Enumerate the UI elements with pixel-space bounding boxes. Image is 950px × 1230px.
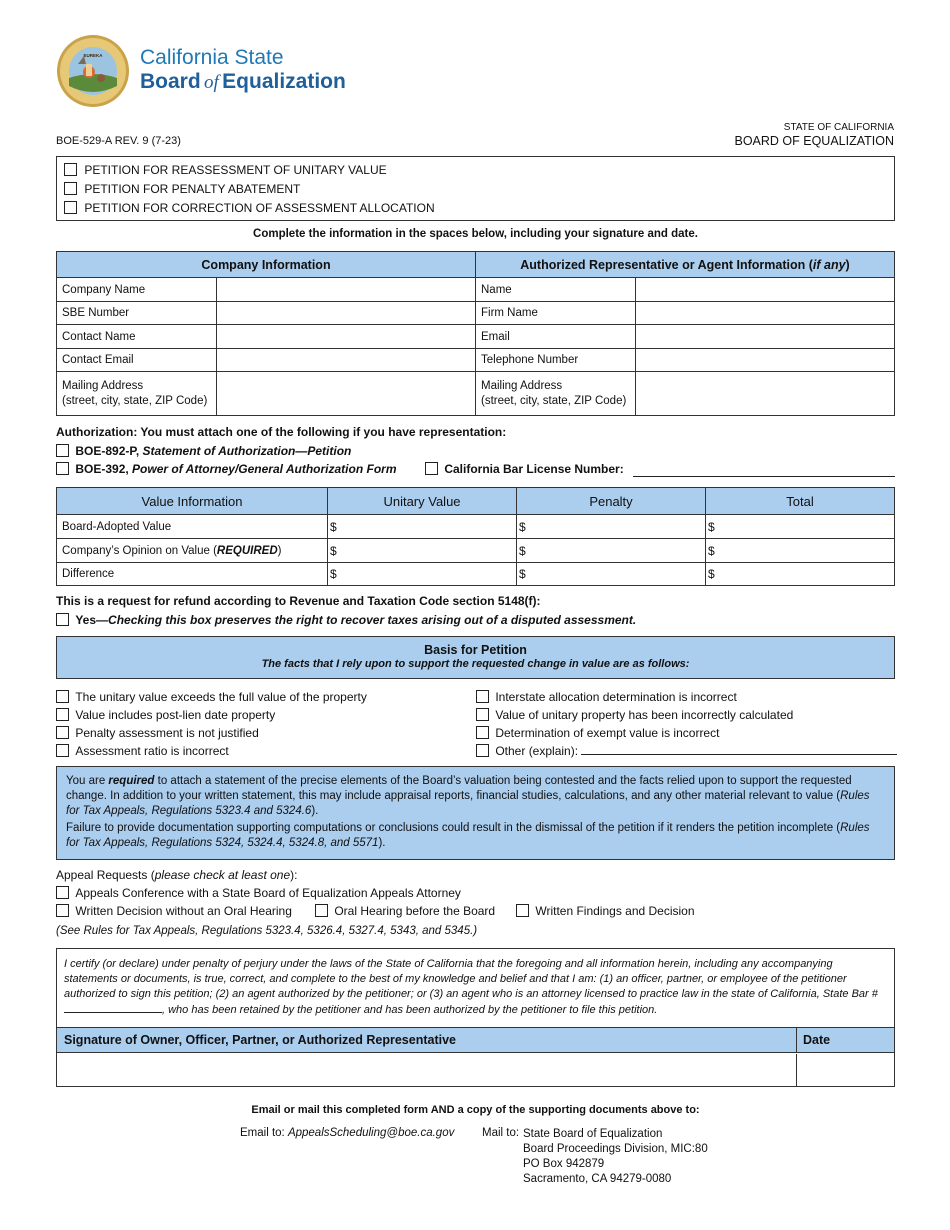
field-label: SBE Number (57, 302, 217, 325)
auth-option-392[interactable]: BOE-392, Power of Attorney/General Authorization Form (56, 462, 397, 476)
email-to: Email to: AppealsScheduling@boe.ca.gov (240, 1127, 455, 1139)
basis-option[interactable]: Value includes post-lien date property (56, 706, 367, 724)
petition-type-1[interactable]: PETITION FOR REASSESSMENT OF UNITARY VALUE (64, 163, 387, 177)
petition-type-2[interactable]: PETITION FOR PENALTY ABATEMENT (64, 182, 300, 196)
refund-yes-option[interactable]: Yes—Checking this box preserves the right to recover taxes arising out of a disputed assessment. (56, 613, 636, 627)
appeal-note: (See Rules for Tax Appeals, Regulations 5323.4, 5326.4, 5327.4, 5343, and 5345.) (56, 925, 478, 937)
footer-heading: Email or mail this completed form AND a copy of the supporting documents above to: (251, 1104, 700, 1116)
checkbox[interactable] (56, 726, 69, 739)
value-cell[interactable]: $ (706, 539, 895, 563)
checkbox[interactable] (476, 690, 489, 703)
value-cell[interactable]: $ (328, 539, 517, 563)
mail-line: Board Proceedings Division, MIC:80 (523, 1143, 708, 1155)
checkbox[interactable] (64, 163, 77, 176)
basis-option[interactable]: Assessment ratio is incorrect (56, 742, 367, 760)
field-label: Telephone Number (476, 349, 636, 372)
basis-right-options (476, 688, 897, 760)
value-cell[interactable]: $ (517, 563, 706, 586)
contact-email-input[interactable] (217, 349, 476, 372)
notice-paragraph-1: You are required to attach a statement of the precise elements of the Board’s valuation being contested and the facts relied upon to support the requested change. In addition to your written statement, this may include appraisal reports, financial studies, calculations, and any other material relevant to value (Rules for Tax Appeals, Regulations 5323.4 and 5324.6). (66, 775, 870, 817)
signature-header (57, 1027, 894, 1053)
certification-text: I certify (or declare) under penalty of perjury under the laws of the State of California that the foregoing and all information herein, including any accompanying statements or documents, is true, correct, and complete to the best of my knowledge and belief and that I am: (1) an officer, partner, or employee of the petitioner authorized to sign this petition; (2) an agent authorized by the petitioner; or (3) an agent who is an attorney licensed to practice law in the state of California, State Bar # , who has been retained by the petitioner and has been authorized by the petitioner to file this petition. (64, 958, 878, 1016)
checkbox[interactable] (56, 444, 69, 457)
appeal-option-oral-hearing[interactable]: Oral Hearing before the Board (315, 904, 495, 918)
basis-option[interactable]: Determination of exempt value is incorrect (476, 724, 897, 742)
agent-name-input[interactable] (636, 278, 895, 302)
agency-line1: California State (140, 46, 284, 69)
mail-line: State Board of Equalization (523, 1128, 663, 1140)
signature-label: Signature of Owner, Officer, Partner, or Authorized Representative (64, 1033, 456, 1047)
agency-line2: Board of Equalization (140, 70, 346, 93)
agency-name (140, 46, 346, 96)
email-address[interactable]: AppealsScheduling@boe.ca.gov (287, 1127, 455, 1139)
auth-option-892[interactable]: BOE-892-P, Statement of Authorization—Petition (56, 444, 351, 458)
basis-left-options (56, 688, 367, 760)
checkbox[interactable] (476, 744, 489, 757)
auth-option-bar[interactable]: California Bar License Number: (425, 462, 624, 476)
form-id: BOE-529-A REV. 9 (7-23) (56, 135, 181, 147)
value-cell[interactable]: $ (517, 515, 706, 539)
row-label: Company’s Opinion on Value (REQUIRED) (57, 539, 328, 563)
checkbox[interactable] (56, 708, 69, 721)
board-label: BOARD OF EQUALIZATION (734, 134, 894, 148)
checkbox[interactable] (56, 690, 69, 703)
agent-address-input[interactable] (636, 372, 895, 416)
value-cell[interactable]: $ (706, 563, 895, 586)
checkbox[interactable] (425, 462, 438, 475)
appeal-option-conference[interactable]: Appeals Conference with a State Board of Equalization Appeals Attorney (56, 886, 461, 900)
field-label: Email (476, 325, 636, 349)
field-label: Firm Name (476, 302, 636, 325)
documentation-notice (56, 766, 895, 860)
firm-name-input[interactable] (636, 302, 895, 325)
agent-email-input[interactable] (636, 325, 895, 349)
row-label: Difference (57, 563, 328, 586)
checkbox[interactable] (56, 613, 69, 626)
state-seal (56, 34, 130, 108)
field-label: Company Name (57, 278, 217, 302)
appeal-option-written-decision[interactable]: Written Decision without an Oral Hearing (56, 904, 292, 918)
instructions: Complete the information in the spaces below, including your signature and date. (253, 228, 698, 240)
field-label: Contact Email (57, 349, 217, 372)
basis-option[interactable]: Other (explain): (476, 742, 897, 760)
date-input[interactable] (797, 1054, 894, 1086)
checkbox[interactable] (64, 201, 77, 214)
field-label: Mailing Address (street, city, state, ZIP Code) (57, 372, 217, 416)
authorization-heading: Authorization: You must attach one of the following if you have representation: (56, 425, 507, 439)
basis-title: Basis for Petition (424, 643, 527, 657)
other-explain-input[interactable] (581, 743, 897, 755)
notice-paragraph-2: Failure to provide documentation supporting computations or conclusions could result in the dismissal of the petition if it renders the petition incomplete (Rules for Tax Appeals, Regulations 5324, 5324.4, 5324.8, and 5571). (66, 822, 870, 849)
value-header-total: Total (706, 488, 895, 515)
svg-text:EUREKA: EUREKA (83, 53, 103, 58)
checkbox[interactable] (64, 182, 77, 195)
checkbox[interactable] (476, 726, 489, 739)
telephone-input[interactable] (636, 349, 895, 372)
basis-option[interactable]: The unitary value exceeds the full value of the property (56, 688, 367, 706)
petition-type-3[interactable]: PETITION FOR CORRECTION OF ASSESSMENT ALLOCATION (64, 201, 435, 215)
value-header-unitary: Unitary Value (328, 488, 517, 515)
checkbox[interactable] (516, 904, 529, 917)
company-name-input[interactable] (217, 278, 476, 302)
mail-line: Sacramento, CA 94279-0080 (523, 1173, 672, 1185)
state-bar-input[interactable] (64, 1002, 162, 1013)
appeal-heading: Appeal Requests (please check at least one): (56, 868, 298, 882)
company-agent-table (56, 251, 895, 416)
value-cell[interactable]: $ (517, 539, 706, 563)
company-address-input[interactable] (217, 372, 476, 416)
basis-option[interactable]: Value of unitary property has been incorrectly calculated (476, 706, 897, 724)
value-cell[interactable]: $ (706, 515, 895, 539)
petition-type-box (56, 156, 895, 221)
basis-option[interactable]: Interstate allocation determination is incorrect (476, 688, 897, 706)
row-label: Board-Adopted Value (57, 515, 328, 539)
checkbox[interactable] (56, 462, 69, 475)
checkbox[interactable] (56, 744, 69, 757)
checkbox[interactable] (476, 708, 489, 721)
contact-name-input[interactable] (217, 325, 476, 349)
signature-input[interactable] (57, 1054, 796, 1086)
basis-option[interactable]: Penalty assessment is not justified (56, 724, 367, 742)
bar-license-input[interactable] (633, 462, 895, 477)
value-table (56, 487, 895, 586)
field-label: Name (476, 278, 636, 302)
mail-to-label: Mail to: (482, 1127, 520, 1139)
field-label: Contact Name (57, 325, 217, 349)
refund-heading: This is a request for refund according to Revenue and Taxation Code section 5148(f): (56, 594, 541, 608)
value-header-penalty: Penalty (517, 488, 706, 515)
date-label: Date (803, 1033, 831, 1047)
state-label: STATE OF CALIFORNIA (783, 122, 894, 133)
mail-address (523, 1127, 708, 1187)
value-cell[interactable]: $ (328, 563, 517, 586)
field-label: Mailing Address (street, city, state, ZIP Code) (476, 372, 636, 416)
company-header: Company Information (57, 252, 476, 278)
checkbox[interactable] (315, 904, 328, 917)
sbe-number-input[interactable] (217, 302, 476, 325)
basis-header (56, 636, 895, 679)
basis-subtitle: The facts that I rely upon to support the requested change in value are as follows: (261, 658, 690, 670)
value-cell[interactable]: $ (328, 515, 517, 539)
checkbox[interactable] (56, 886, 69, 899)
certification-box (56, 948, 895, 1087)
value-header-info: Value Information (57, 488, 328, 515)
mail-line: PO Box 942879 (523, 1158, 605, 1170)
agent-header: Authorized Representative or Agent Information (if any) (476, 252, 895, 278)
appeal-option-findings[interactable]: Written Findings and Decision (516, 904, 695, 918)
checkbox[interactable] (56, 904, 69, 917)
